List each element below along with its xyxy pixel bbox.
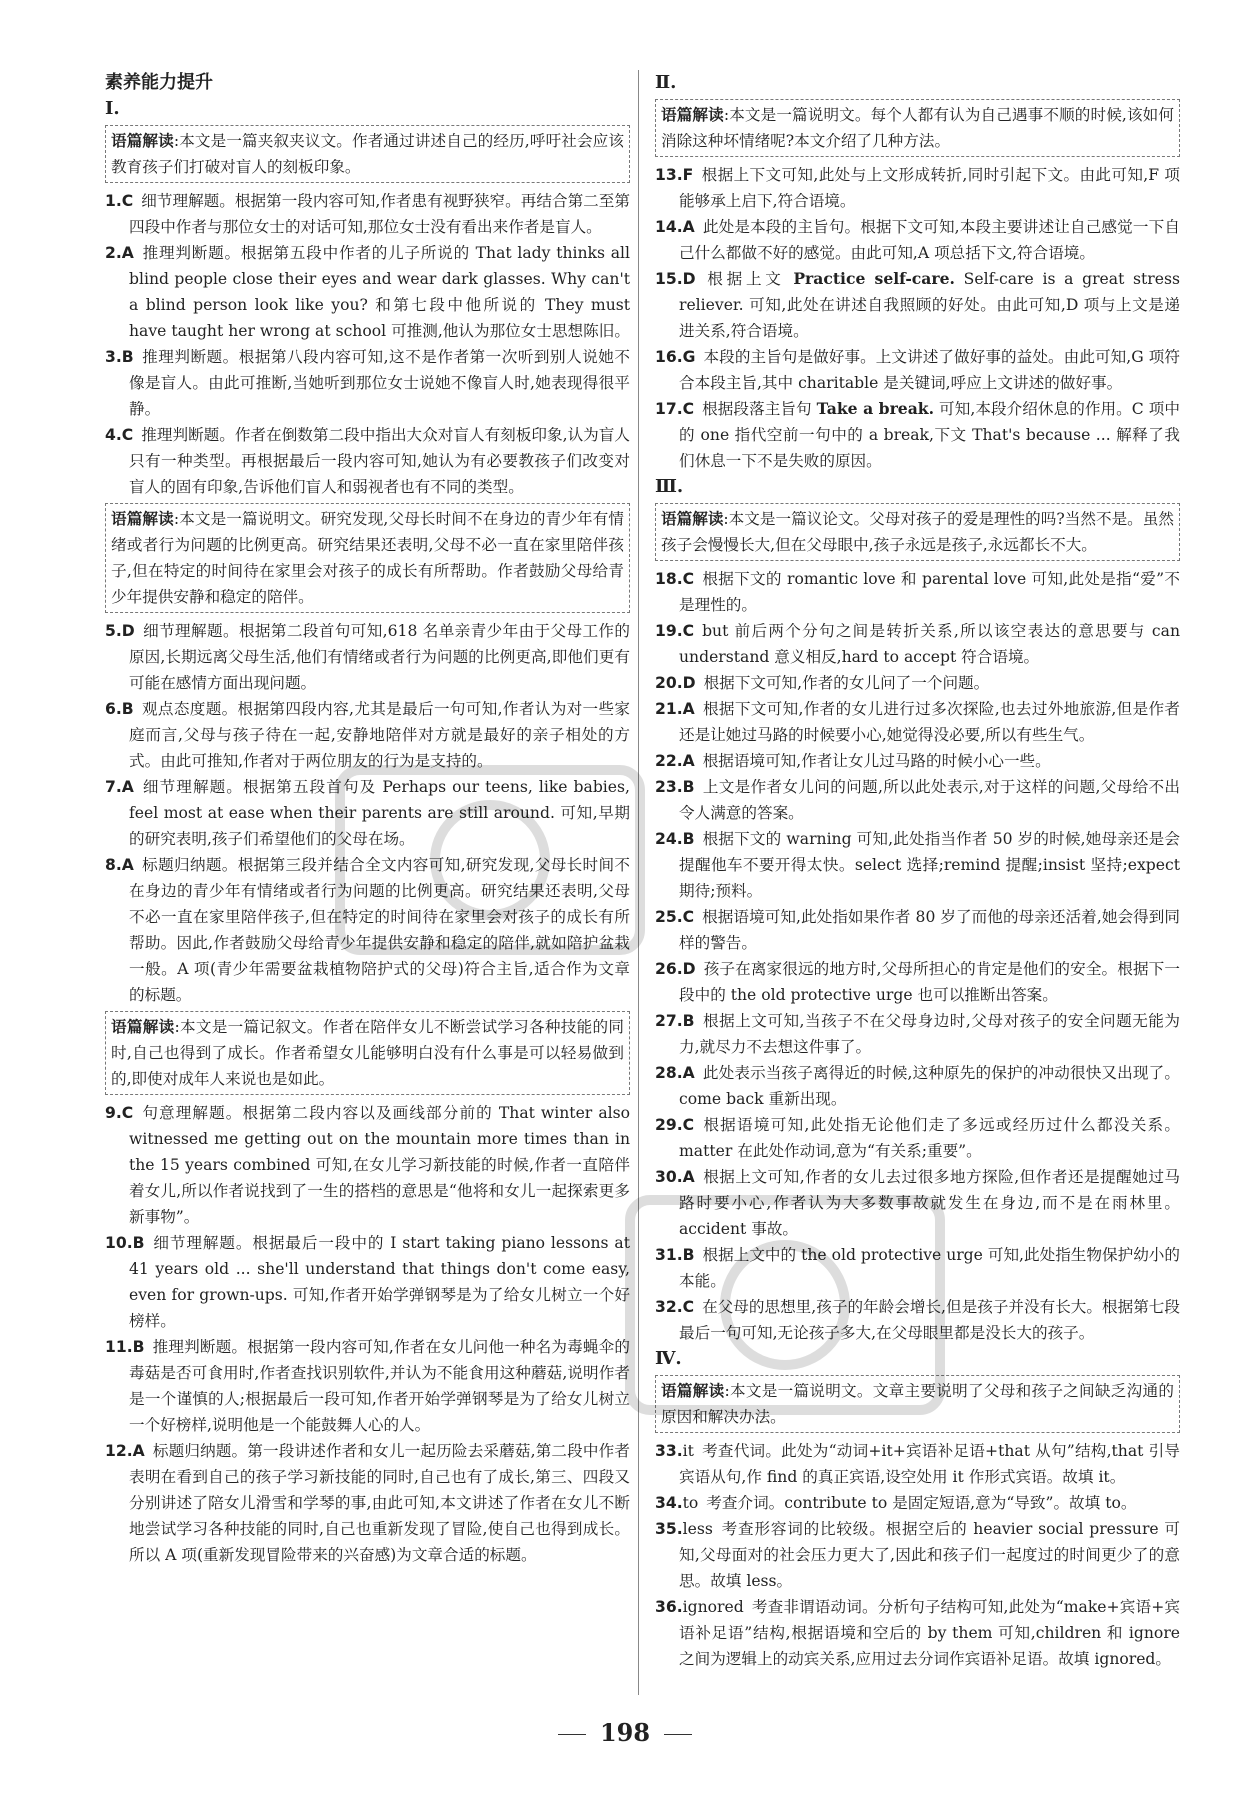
question-number: 24. [655, 830, 683, 848]
box-text: :本文是一篇记叙文。作者在陪伴女儿不断尝试学习各种技能的同时,自己也得到了成长。作者希望女儿能够明白没有什么事是可以轻易做到的,即使对成年人来说也是如此。 [111, 1018, 624, 1088]
part-heading: Ⅰ. [105, 98, 120, 119]
answer-item [655, 1164, 1180, 1242]
question-number: 5. [105, 622, 122, 640]
answer-letter: B [121, 700, 134, 718]
answer-word: to [682, 1494, 699, 1512]
explanation: 推理判断题。作者在倒数第二段中指出大众对盲人有刻板印象,认为盲人只有一种类型。再根据最后一段内容可知,她认为有必要教孩子们改变对盲人的固有印象,告诉他们盲人和弱视者也有不同的类型。 [129, 426, 630, 496]
question-number: 20. [655, 674, 683, 692]
footer-dash [558, 1734, 586, 1735]
bold-quote: Practice self-care. [793, 269, 955, 288]
answer-letter: C [682, 1298, 695, 1316]
question-number: 33. [655, 1442, 683, 1460]
answer-letter: D [121, 622, 135, 640]
passage-summary-box [105, 1011, 630, 1095]
explanation: 此处表示当孩子离得近的时候,这种原先的保护的冲动很快又出现了。come back 重新出现。 [679, 1064, 1180, 1108]
answer-letter: A [682, 700, 695, 718]
box-label: 语篇解读 [111, 132, 174, 150]
explanation: 本段的主旨句是做好事。上文讲述了做好事的益处。由此可知,G 项符合本段主旨,其中 charitable 是关键词,呼应上文讲述的做好事。 [679, 348, 1180, 392]
answer-letter: B [682, 830, 695, 848]
answer-item [105, 774, 630, 852]
explanation: 根据下文的 warning 可知,此处指当作者 50 岁的时候,她母亲还是会提醒他车不要开得太快。select 选择;remind 提醒;insist 坚持;expect 期待;预料。 [679, 830, 1180, 900]
question-number: 12. [105, 1442, 133, 1460]
answer-item [105, 240, 630, 344]
question-number: 27. [655, 1012, 683, 1030]
answer-item [655, 618, 1180, 670]
answer-item [655, 1294, 1180, 1346]
explanation: 句意理解题。根据第二段内容以及画线部分前的 That winter also witnessed me getting out on the mountain more times than in the 15 years combined 可知,在女儿学习新技能的时候,作者一直陪伴着女儿,所以作者说找到了一生的搭档的意思是“他将和女儿一起探索更多新事物”。 [129, 1104, 630, 1226]
answer-letter: C [682, 570, 695, 588]
page-footer [0, 1718, 1250, 1747]
question-number: 8. [105, 856, 122, 874]
passage-summary-box [655, 99, 1180, 157]
answer-item [655, 1242, 1180, 1294]
answer-item [105, 1230, 630, 1334]
answer-item [655, 162, 1180, 214]
answer-letter: A [682, 1168, 695, 1186]
answer-letter: C [682, 400, 695, 418]
answer-item [655, 904, 1180, 956]
answer-item [655, 266, 1180, 344]
question-number: 11. [105, 1338, 133, 1356]
question-number: 29. [655, 1116, 683, 1134]
answer-item [655, 1008, 1180, 1060]
passage-summary-box [655, 1375, 1180, 1433]
question-number: 25. [655, 908, 683, 926]
answer-word: ignored [682, 1598, 744, 1616]
answer-letter: B [682, 1012, 695, 1030]
answer-item [105, 422, 630, 500]
explanation: 标题归纳题。根据第三段并结合全文内容可知,研究发现,父母长时间不在身边的青少年有情绪或者行为问题的比例更高。研究结果还表明,父母不必一直在家里陪伴孩子,但在特定的时间待在家里会对孩子的成长有所帮助。因此,作者鼓励父母给青少年提供安静和稳定的陪伴,就如陪护盆栽一般。A 项(青少年需要盆栽植物陪护式的父母)符合主旨,适合作为文章的标题。 [129, 856, 630, 1004]
answer-letter: B [132, 1234, 145, 1252]
box-text: :本文是一篇说明文。每个人都有认为自己遇事不顺的时候,该如何消除这种坏情绪呢?本文介绍了几种方法。 [661, 106, 1174, 150]
answer-letter: C [682, 908, 695, 926]
explanation: 考查非谓语动词。分析句子结构可知,此处为“make+宾语+宾语补足语”结构,根据语境和空后的 by them 可知,children 和 ignore 之间为逻辑上的动宾关系,应用过去分词作宾语补足语。故填 ignored。 [679, 1598, 1180, 1668]
explanation: but 前后两个分句之间是转折关系,所以该空表达的意思要与 can understand 意义相反,hard to accept 符合语境。 [679, 622, 1180, 666]
question-number: 13. [655, 166, 683, 184]
box-label: 语篇解读 [111, 1018, 175, 1036]
explanation: 根据上文可知,作者的女儿去过很多地方探险,但作者还是提醒她过马路时要小心,作者认为大多数事故就发生在身边,而不是在雨林里。accident 事故。 [679, 1168, 1180, 1238]
question-number: 9. [105, 1104, 122, 1122]
answer-letter: B [682, 778, 695, 796]
question-number: 22. [655, 752, 683, 770]
left-column [105, 70, 630, 1568]
answer-letter: A [132, 1442, 145, 1460]
answer-item [655, 344, 1180, 396]
box-text: :本文是一篇议论文。父母对孩子的爱是理性的吗?当然不是。虽然孩子会慢慢长大,但在父母眼中,孩子永远是孩子,永远都长不大。 [661, 510, 1174, 554]
answer-letter: B [132, 1338, 145, 1356]
answer-item [105, 852, 630, 1008]
page-number: 198 [599, 1718, 651, 1747]
answer-letter: D [682, 674, 696, 692]
answer-letter: B [682, 1246, 695, 1264]
explanation: 推理判断题。根据第一段内容可知,作者在女儿问他一种名为毒蝇伞的毒菇是否可食用时,作者查找识别软件,并认为不能食用这种蘑菇,说明作者是一个谨慎的人;根据最后一段可知,作者开始学弹钢琴是为了给女儿树立一个好榜样,说明他是一个能鼓舞人心的人。 [129, 1338, 630, 1434]
explanation: 推理判断题。根据第五段中作者的儿子所说的 That lady thinks all blind people close their eyes and wear dark glasses. Why can't a blind person look like you? 和第七段中他所说的 They must have taught her wrong at school 可推测,他认为那位女士思想陈旧。 [129, 244, 630, 340]
passage-summary-box [655, 503, 1180, 561]
answer-item [655, 774, 1180, 826]
explanation: 根据上下文可知,此处与上文形成转折,同时引起下文。由此可知,F 项能够承上启下,符合语境。 [679, 166, 1180, 210]
question-number: 26. [655, 960, 683, 978]
answer-item [655, 1490, 1180, 1516]
column-divider [638, 70, 639, 1695]
explanation: 考查代词。此处为“动词+it+宾语补足语+that 从句”结构,that 引导宾语从句,作 find 的真正宾语,设空处用 it 作形式宾语。故填 it。 [679, 1442, 1180, 1486]
part-heading: Ⅳ. [655, 1348, 682, 1369]
answer-letter: D [682, 270, 696, 288]
answer-item [655, 1438, 1180, 1490]
box-text: :本文是一篇夹叙夹议文。作者通过讲述自己的经历,呼吁社会应该教育孩子们打破对盲人的刻板印象。 [111, 132, 624, 176]
answer-item [105, 1334, 630, 1438]
answer-letter: A [121, 778, 134, 796]
answer-letter: F [682, 166, 694, 184]
box-label: 语篇解读 [661, 106, 724, 124]
part-heading: Ⅲ. [655, 476, 684, 497]
answer-letter: A [682, 1064, 695, 1082]
bold-quote: Take a break. [816, 399, 935, 418]
explanation: 细节理解题。根据第五段首句及 Perhaps our teens, like babies, feel most at ease when their parents are still around. 可知,早期的研究表明,孩子们希望他们的父母在场。 [129, 778, 630, 848]
explanation: 孩子在离家很远的地方时,父母所担心的肯定是他们的安全。根据下一段中的 the old protective urge 也可以推断出答案。 [679, 960, 1180, 1004]
answer-letter: D [682, 960, 696, 978]
passage-summary-box [105, 503, 630, 613]
explanation: Self-care is a great stress reliever. 可知,此处在讲述自我照顾的好处。由此可知,D 项与上文是递进关系,符合语境。 [679, 270, 1180, 340]
explanation: 根据语境可知,此处指无论他们走了多远或经历过什么都没关系。matter 在此处作动词,意为“有关系;重要”。 [679, 1116, 1180, 1160]
explanation: 细节理解题。根据最后一段中的 I start taking piano lessons at 41 years old ... she'll understand that things don't come easy, even for grown-ups. 可知,作者开始学弹钢琴是为了给女儿树立一个好榜样。 [129, 1234, 630, 1330]
question-number: 19. [655, 622, 683, 640]
answer-item [655, 396, 1180, 474]
question-number: 4. [105, 426, 122, 444]
answer-item [105, 1438, 630, 1568]
answer-item [655, 670, 1180, 696]
answer-item [655, 214, 1180, 266]
question-number: 35. [655, 1520, 683, 1538]
question-number: 32. [655, 1298, 683, 1316]
question-number: 18. [655, 570, 683, 588]
passage-summary-box [105, 125, 630, 183]
question-number: 10. [105, 1234, 133, 1252]
answer-item [655, 748, 1180, 774]
explanation: 根据段落主旨句 [702, 400, 817, 418]
answer-letter: A [121, 244, 134, 262]
question-number: 23. [655, 778, 683, 796]
answer-item [105, 696, 630, 774]
explanation: 在父母的思想里,孩子的年龄会增长,但是孩子并没有长大。根据第七段最后一句可知,无论孩子多大,在父母眼里都是没长大的孩子。 [679, 1298, 1180, 1342]
part-heading: Ⅱ. [655, 72, 677, 93]
answer-letter: C [121, 192, 134, 210]
question-number: 31. [655, 1246, 683, 1264]
question-number: 14. [655, 218, 683, 236]
explanation: 根据语境可知,作者让女儿过马路的时候小心一些。 [702, 752, 1051, 770]
answer-letter: C [682, 1116, 695, 1134]
answer-letter: B [121, 348, 134, 366]
answer-item [655, 1594, 1180, 1672]
question-number: 2. [105, 244, 122, 262]
question-number: 30. [655, 1168, 683, 1186]
box-label: 语篇解读 [661, 1382, 725, 1400]
answer-item [655, 1060, 1180, 1112]
question-number: 21. [655, 700, 683, 718]
question-number: 7. [105, 778, 122, 796]
box-text: :本文是一篇说明文。研究发现,父母长时间不在身边的青少年有情绪或者行为问题的比例更高。研究结果还表明,父母不必一直在家里陪伴孩子,但在特定的时间待在家里会对孩子的成长有所帮助。作者鼓励父母给青少年提供安静和稳定的陪伴。 [111, 510, 624, 606]
box-label: 语篇解读 [111, 510, 174, 528]
explanation: 考查形容词的比较级。根据空后的 heavier social pressure 可知,父母面对的社会压力更大了,因此和孩子们一起度过的时间更少了的意思。故填 less。 [679, 1520, 1180, 1590]
question-number: 28. [655, 1064, 683, 1082]
explanation: 根据下文可知,作者的女儿进行过多次探险,也去过外地旅游,但是作者还是让她过马路的时候要小心,她觉得没必要,所以有些生气。 [679, 700, 1180, 744]
explanation: 上文是作者女儿问的问题,所以此处表示,对于这样的问题,父母给不出令人满意的答案。 [679, 778, 1180, 822]
answer-item [655, 826, 1180, 904]
answer-letter: A [682, 752, 695, 770]
explanation: 标题归纳题。第一段讲述作者和女儿一起历险去采蘑菇,第二段中作者表明在看到自己的孩子学习新技能的同时,自己也有了成长,第三、四段又分别讲述了陪女儿滑雪和学琴的事,由此可知,本文讲述了作者在女儿不断地尝试学习各种技能的同时,自己也重新发现了冒险,使自己也得到成长。所以 A 项(重新发现冒险带来的兴奋感)为文章合适的标题。 [129, 1442, 630, 1564]
answer-item [655, 1112, 1180, 1164]
question-number: 3. [105, 348, 122, 366]
answer-letter: C [121, 1104, 134, 1122]
question-number: 1. [105, 192, 122, 210]
section-title: 素养能力提升 [105, 72, 213, 93]
explanation: 观点态度题。根据第四段内容,尤其是最后一句可知,作者认为对一些家庭而言,父母与孩子待在一起,安静地陪伴对方就是最好的亲子相处的方式。由此可推知,作者对于两位朋友的行为是支持的。 [129, 700, 630, 770]
question-number: 17. [655, 400, 683, 418]
answer-item [655, 696, 1180, 748]
question-number: 6. [105, 700, 122, 718]
answer-letter: C [682, 622, 695, 640]
explanation: 推理判断题。根据第八段内容可知,这不是作者第一次听到别人说她不像是盲人。由此可推断,当她听到那位女士说她不像盲人时,她表现得很平静。 [129, 348, 630, 418]
answer-word: less [682, 1520, 713, 1538]
answer-letter: C [121, 426, 134, 444]
answer-item [105, 1100, 630, 1230]
question-number: 34. [655, 1494, 683, 1512]
answer-letter: A [682, 218, 695, 236]
box-text: :本文是一篇说明文。文章主要说明了父母和孩子之间缺乏沟通的原因和解决办法。 [661, 1382, 1174, 1426]
explanation: 根据下文的 romantic love 和 parental love 可知,此处是指“爱”不是理性的。 [679, 570, 1180, 614]
answer-letter: G [682, 348, 696, 366]
explanation: 细节理解题。根据第一段内容可知,作者患有视野狭窄。再结合第二至第四段中作者与那位女士的对话可知,那位女士没有看出来作者是盲人。 [129, 192, 630, 236]
answer-item [655, 956, 1180, 1008]
explanation: 考查介词。contribute to 是固定短语,意为“导致”。故填 to。 [706, 1494, 1137, 1512]
answer-letter: A [121, 856, 134, 874]
box-label: 语篇解读 [661, 510, 724, 528]
explanation: 根据上文中的 the old protective urge 可知,此处指生物保护幼小的本能。 [679, 1246, 1180, 1290]
explanation: 可知,本段介绍休息的作用。C 项中的 one 指代空前一句中的 a break,下文 That's because ... 解释了我们休息一下不是失败的原因。 [679, 400, 1180, 470]
footer-dash [664, 1734, 692, 1735]
explanation: 此处是本段的主旨句。根据下文可知,本段主要讲述让自己感觉一下自己什么都做不好的感觉。由此可知,A 项总括下文,符合语境。 [679, 218, 1180, 262]
question-number: 36. [655, 1598, 683, 1616]
explanation: 根据语境可知,此处指如果作者 80 岁了而他的母亲还活着,她会得到同样的警告。 [679, 908, 1180, 952]
question-number: 15. [655, 270, 683, 288]
explanation: 细节理解题。根据第二段首句可知,618 名单亲青少年由于父母工作的原因,长期远离父母生活,他们有情绪或者行为问题的比例更高,即他们更有可能在感情方面出现问题。 [129, 622, 630, 692]
answer-item [655, 566, 1180, 618]
answer-item [105, 344, 630, 422]
answer-item [105, 188, 630, 240]
answer-item [105, 618, 630, 696]
answer-word: it [682, 1442, 694, 1460]
explanation: 根据上文可知,当孩子不在父母身边时,父母对孩子的安全问题无能为力,就尽力不去想这件事了。 [679, 1012, 1180, 1056]
question-number: 16. [655, 348, 683, 366]
answer-item [655, 1516, 1180, 1594]
explanation: 根据下文可知,作者的女儿问了一个问题。 [703, 674, 990, 692]
right-column [655, 70, 1180, 1672]
explanation: 根据上文 [703, 270, 794, 288]
